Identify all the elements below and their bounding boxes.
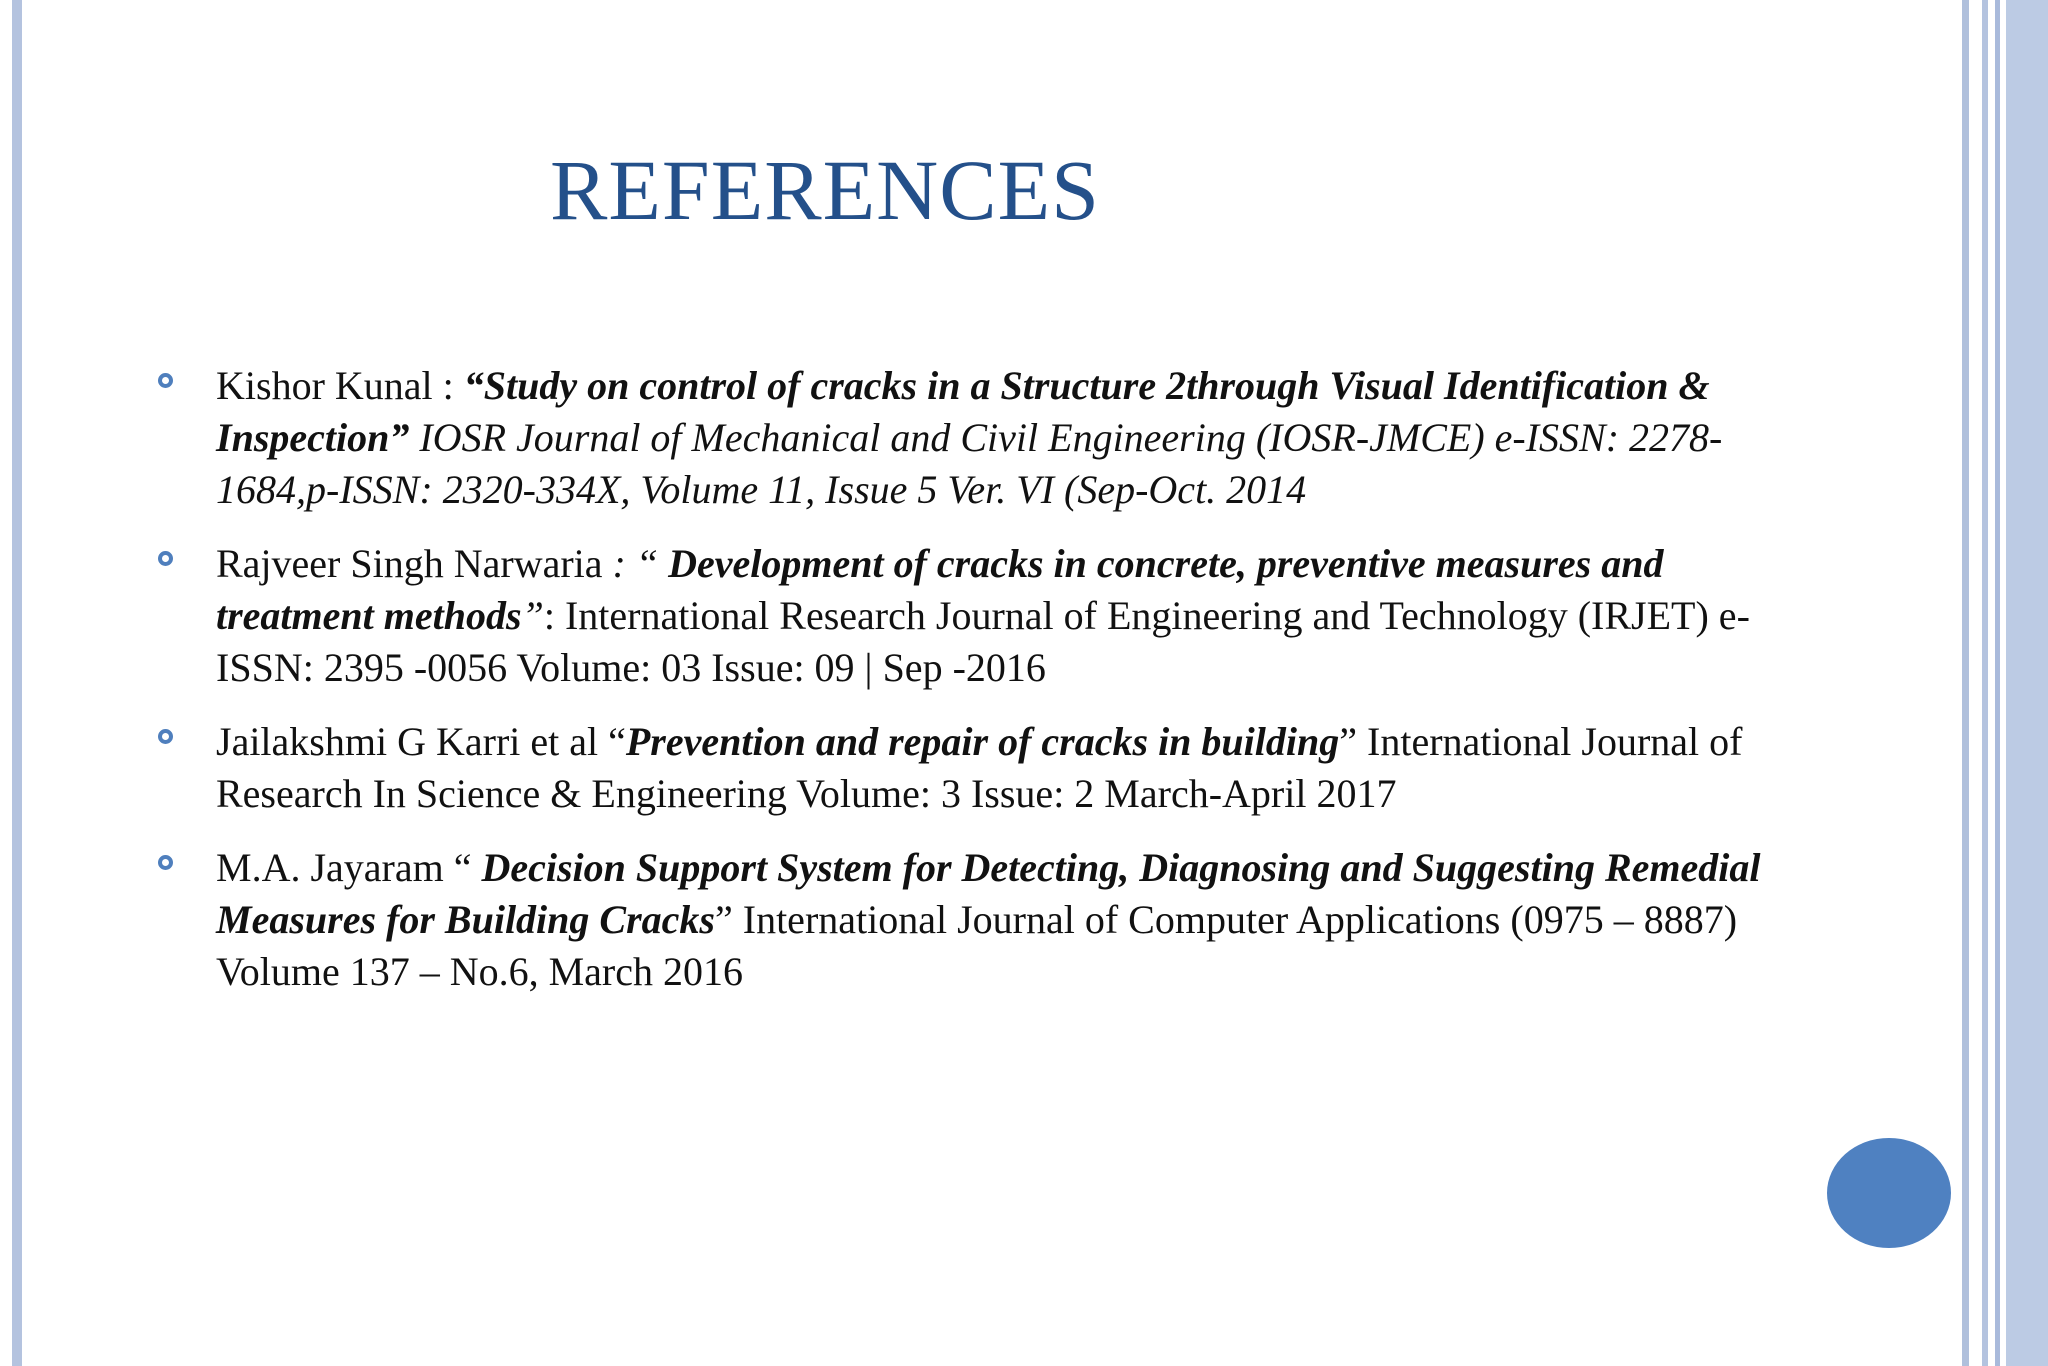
left-border <box>12 0 22 1366</box>
decorative-circle <box>1827 1138 1951 1248</box>
reference-list <box>158 360 1808 1020</box>
reference-title: Decision Support System for Detecting, Diagnosing and Suggesting Remedial Measures for Building Cracks <box>216 845 1761 942</box>
stripe <box>1962 0 1969 1366</box>
reference-author: Rajveer Singh Narwaria <box>216 541 603 586</box>
stripe <box>2006 0 2048 1366</box>
bullet-circle-icon <box>158 729 173 744</box>
bullet-circle-icon <box>158 373 173 388</box>
stripe <box>1982 0 1988 1366</box>
reference-item-3 <box>158 716 1808 820</box>
reference-source: : International Research Journal of Engineering and Technology (IRJET) e-ISSN: 2395 -0056 Volume: 03 Issue: 09 | Sep -2016 <box>216 593 1750 690</box>
bullet-circle-icon <box>158 551 173 566</box>
reference-separator: : “ <box>602 541 669 586</box>
bullet-circle-icon <box>158 855 173 870</box>
reference-author: Jailakshmi G Karri et al “ <box>216 719 626 764</box>
reference-text <box>216 842 1808 998</box>
reference-item-1 <box>158 360 1808 516</box>
reference-item-2 <box>158 538 1808 694</box>
reference-source: IOSR Journal of Mechanical and Civil Engineering (IOSR-JMCE) e-ISSN: 2278-1684,p-ISSN: 2320-334X, Volume 11, Issue 5 Ver. VI (Sep-Oct. 2014 <box>216 415 1723 512</box>
reference-title: “Study on control of cracks in a Structure 2through Visual Identification & Inspection” <box>216 363 1710 460</box>
reference-quote-close: ” <box>714 897 733 942</box>
reference-quote-close: ” <box>521 593 544 638</box>
slide-title: REFERENCES <box>550 142 1100 238</box>
reference-title: Prevention and repair of cracks in building <box>625 719 1340 764</box>
reference-text <box>216 716 1808 820</box>
reference-text <box>216 538 1808 694</box>
reference-source: ” International Journal of Research In Science & Engineering Volume: 3 Issue: 2 March-April 2017 <box>216 719 1743 816</box>
reference-author: Kishor Kunal : <box>216 363 464 408</box>
reference-text <box>216 360 1808 516</box>
stripe <box>1995 0 2000 1366</box>
reference-item-4 <box>158 842 1808 998</box>
reference-author: M.A. Jayaram “ <box>216 845 482 890</box>
reference-title: Development of cracks in concrete, preventive measures and treatment methods <box>216 541 1664 638</box>
right-decorative-band <box>1962 0 2048 1366</box>
reference-source: International Journal of Computer Applications (0975 – 8887) Volume 137 – No.6, March 2016 <box>216 897 1738 994</box>
